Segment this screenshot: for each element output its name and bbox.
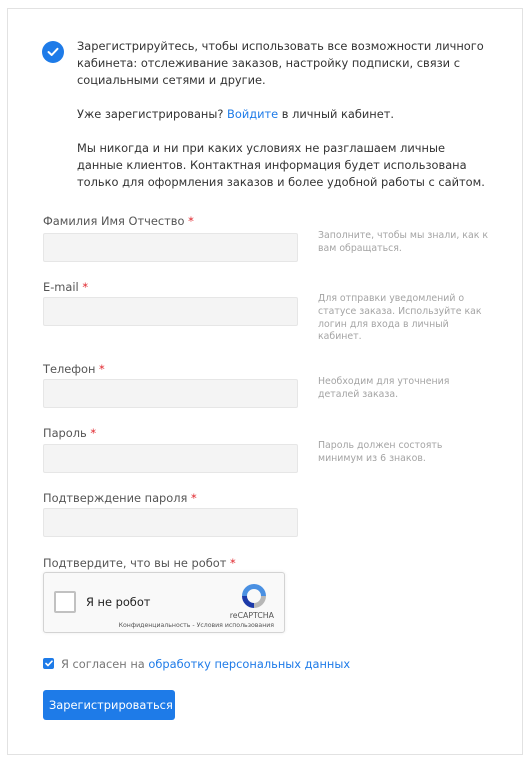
check-circle-icon: [42, 41, 64, 63]
phone-label: Телефон *: [43, 362, 105, 376]
recaptcha-widget: [43, 572, 285, 633]
privacy-note: Мы никогда и ни при каких условиях не разглашаем личные данные клиентов. Контактная информация будет использована только для оформления заказов и более удобной работы с сайтом.: [77, 141, 485, 189]
password-confirm-input[interactable]: [43, 508, 298, 537]
intro-text: [77, 38, 487, 208]
email-label: E-mail *: [43, 280, 89, 294]
recaptcha-logo-icon: [239, 581, 269, 611]
full-name-input[interactable]: [43, 233, 298, 262]
email-input[interactable]: [43, 297, 298, 326]
password-confirm-label: Подтверждение пароля *: [43, 491, 197, 505]
checkmark-icon: [45, 660, 53, 667]
recaptcha-checkbox[interactable]: [54, 591, 76, 613]
full-name-hint: Заполните, чтобы мы знали, как к вам обращаться.: [318, 230, 488, 254]
recaptcha-brand: reCAPTCHA: [229, 611, 274, 620]
password-hint: Пароль должен состоять минимум из 6 знаков.: [318, 440, 443, 464]
email-hint: Для отправки уведомлений о статусе заказа. Используйте как логин для входа в личный кабинет.: [318, 293, 482, 343]
login-prompt: Уже зарегистрированы? Войдите в личный кабинет.: [77, 107, 394, 121]
consent-checkbox[interactable]: [43, 658, 54, 669]
register-button[interactable]: Зарегистрироваться: [43, 690, 175, 720]
phone-hint: Необходим для уточнения деталей заказа.: [318, 376, 450, 400]
recaptcha-checkbox-label: Я не робот: [86, 595, 151, 609]
password-label: Пароль *: [43, 426, 97, 440]
recaptcha-links[interactable]: Конфиденциальность - Условия использования: [118, 622, 274, 629]
consent-label: Я согласен на обработку персональных данных: [61, 657, 351, 671]
full-name-label: Фамилия Имя Отчество *: [43, 214, 194, 228]
password-input[interactable]: [43, 444, 298, 473]
intro-description: Зарегистрируйтесь, чтобы использовать все возможности личного кабинета: отслеживание заказов, настройку подписки, связи с социальными сетями и другие.: [77, 39, 484, 87]
login-link[interactable]: Войдите: [227, 107, 279, 121]
captcha-section-label: Подтвердите, что вы не робот *: [43, 556, 236, 570]
personal-data-link[interactable]: обработку персональных данных: [148, 657, 351, 671]
phone-input[interactable]: [43, 379, 298, 408]
